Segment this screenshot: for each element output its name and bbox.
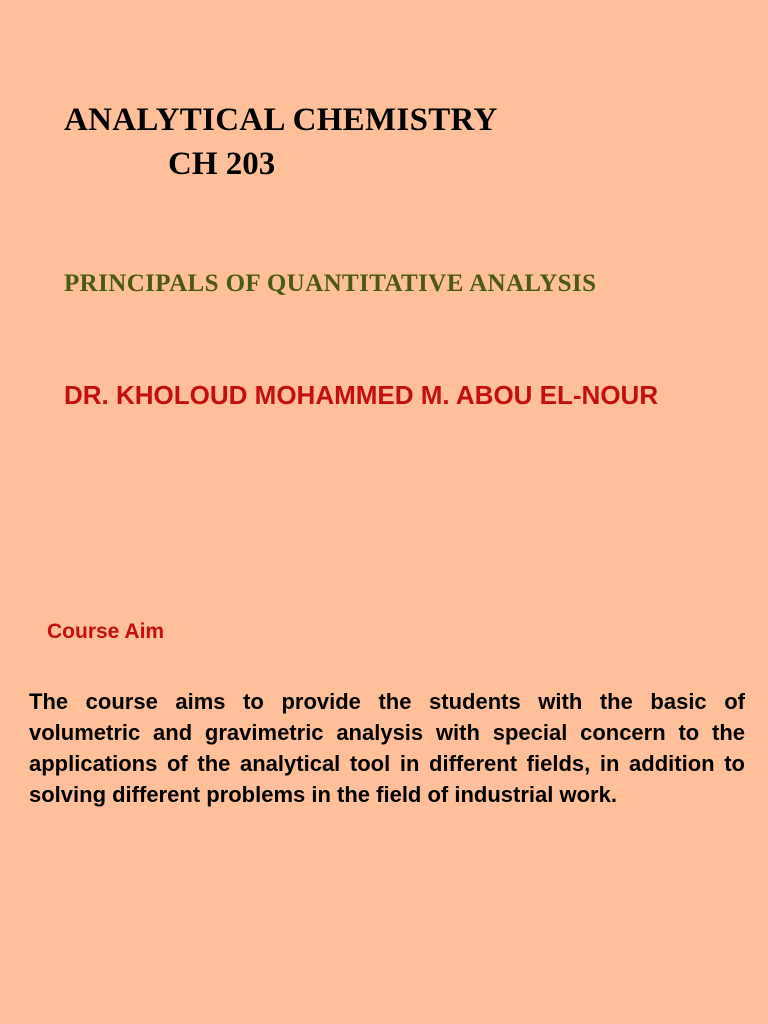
course-aim-text: The course aims to provide the students with the basic of volumetric and gravimetric analysis with special concern to the applications of the analytical tool in different fields, in addition to solving different problems in the field of industrial work. (29, 689, 745, 807)
instructor-name: DR. KHOLOUD MOHAMMED M. ABOU EL-NOUR (64, 380, 659, 410)
course-code: CH 203 (168, 146, 276, 182)
course-aim-heading: Course Aim (47, 620, 165, 643)
course-title: ANALYTICAL CHEMISTRY (64, 102, 498, 138)
course-subtitle: PRINCIPALS OF QUANTITATIVE ANALYSIS (64, 270, 597, 297)
